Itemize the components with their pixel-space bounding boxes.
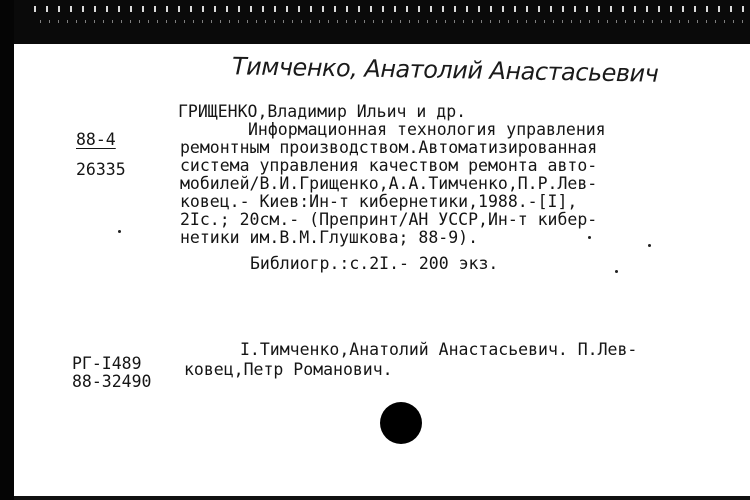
handwritten-heading: Тимченко, Анатолий Анастасьевич bbox=[231, 52, 659, 88]
record-line-bibliography: Библиогр.:с.2I.- 200 экз. bbox=[250, 254, 499, 273]
tracing-line: ковец,Петр Романович. bbox=[184, 360, 393, 379]
shelf-mark: 88-4 bbox=[76, 130, 116, 149]
scan-noise-secondary bbox=[40, 20, 750, 23]
card-bottom-edge bbox=[14, 496, 750, 500]
record-line: ковец.- Киев:Ин-т кибернетики,1988.-[I], bbox=[180, 192, 578, 211]
tracing-line: I.Тимченко,Анатолий Анастасьевич. П.Лев- bbox=[240, 340, 638, 359]
record-line: ремонтным производством.Автоматизированная bbox=[180, 138, 598, 157]
card-top-scan-band bbox=[14, 0, 750, 44]
scan-speck bbox=[118, 230, 121, 233]
scan-speck bbox=[615, 270, 618, 273]
card-punch-hole bbox=[380, 402, 422, 444]
record-line: нетики им.В.М.Глушкова; 88-9). bbox=[180, 228, 479, 247]
rg-number: РГ-I489 bbox=[72, 354, 142, 373]
record-line: система управления качеством ремонта авто- bbox=[180, 156, 598, 175]
scan-speck bbox=[588, 236, 591, 239]
scan-noise bbox=[34, 6, 750, 12]
record-line: Информационная технология управления bbox=[248, 120, 606, 139]
scan-speck bbox=[648, 244, 651, 247]
card-left-edge bbox=[0, 0, 14, 500]
inventory-number: 26335 bbox=[76, 160, 126, 179]
record-line: мобилей/В.И.Грищенко,А.А.Тимченко,П.Р.Лев- bbox=[180, 174, 598, 193]
record-heading: ГРИЩЕНКО,Владимир Ильич и др. bbox=[178, 102, 467, 121]
registration-number: 88-32490 bbox=[72, 372, 152, 391]
record-line: 2Iс.; 20см.- (Препринт/АН УССР,Ин-т кибер- bbox=[180, 210, 598, 229]
